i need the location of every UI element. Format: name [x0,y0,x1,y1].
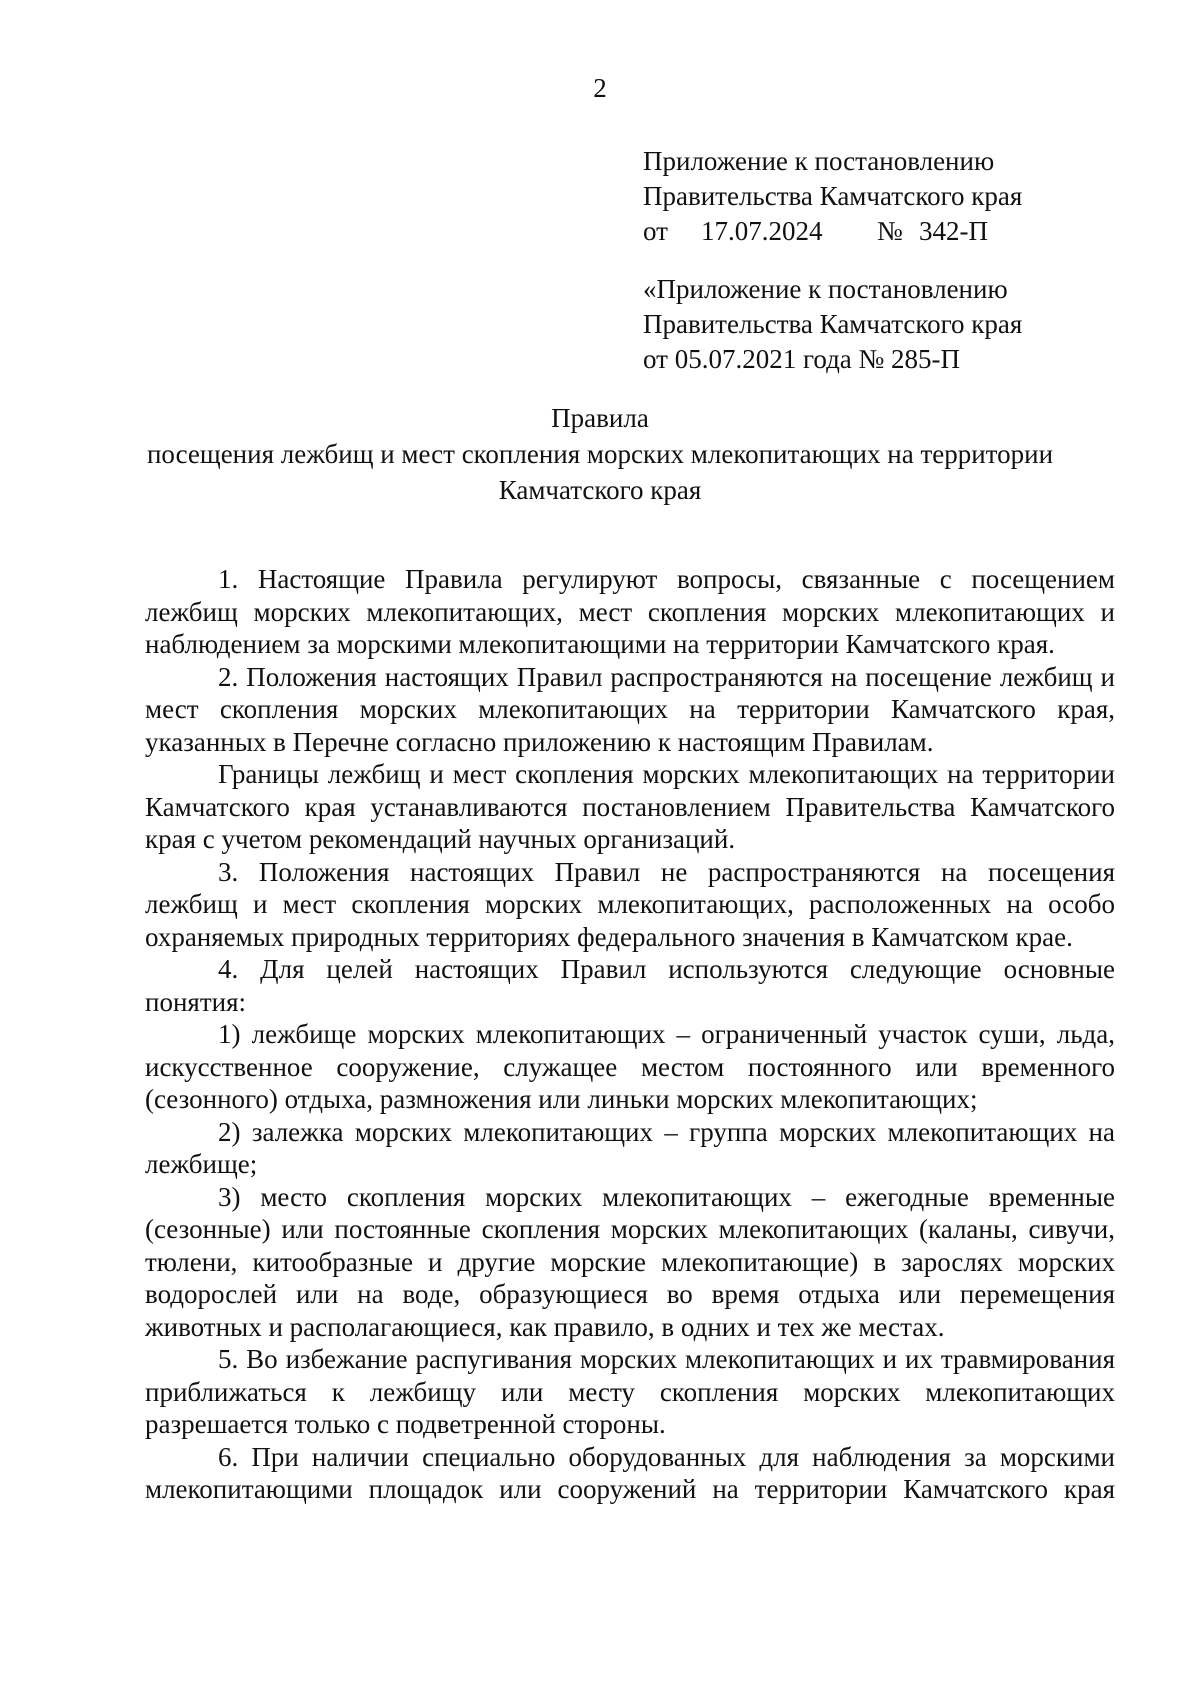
paragraph-3: 3. Положения настоящих Правил не распространяются на посещения лежбищ и мест скопления морских млекопитающих, расположенных на особо охраняемых природных территориях федерального значения в Камчатском крае. [145,856,1115,952]
document-body [145,563,1115,1506]
title-line-2: посещения лежбищ и мест скопления морских млекопитающих на территории [146,439,1054,469]
appendix-number-sign: № [877,216,903,246]
prior-appendix-line-2: Правительства Камчатского края [643,309,1023,339]
paragraph-5: 5. Во избежание распугивания морских млекопитающих и их травмирования приближаться к лежбищу или месту скопления морских млекопитающих разрешается только с подветренной стороны. [145,1344,1115,1439]
prior-appendix-line-1: «Приложение к постановлению [643,274,1008,304]
prior-appendix-header [643,272,1022,377]
title-line-1: Правила [551,403,649,433]
title-line-3: Камчатского края [498,475,702,505]
appendix-date-line [643,214,1022,249]
appendix-header [643,144,1022,249]
appendix-number: 342-П [919,216,988,246]
prior-appendix-line-3: от 05.07.2021 года № 285-П [643,344,961,374]
paragraph-6: 6. При наличии специально оборудованных для наблюдения за морскими млекопитающими площадок или сооружений на территории Камчатского края [145,1441,1115,1504]
appendix-line-1: Приложение к постановлению [643,146,995,176]
paragraph-1: 1. Настоящие Правила регулируют вопросы, связанные с посещением лежбищ морских млекопитающих, мест скопления морских млекопитающих и наблюдением за морскими млекопитающими на территории Камчатского края. [145,564,1115,659]
page-number: 2 [593,73,607,103]
definition-1: 1) лежбище морских млекопитающих – ограниченный участок суши, льда, искусственное сооружение, служащее местом постоянного или временного (сезонного) отдыха, размножения или линьки морских млекопитающих; [145,1019,1115,1114]
appendix-line-2: Правительства Камчатского края [643,181,1023,211]
paragraph-2: 2. Положения настоящих Правил распространяются на посещение лежбищ и мест скопления морских млекопитающих на территории Камчатского края, указанных в Перечне согласно приложению к настоящим Правилам. [145,661,1115,757]
paragraph-2-boundaries: Границы лежбищ и мест скопления морских млекопитающих на территории Камчатского края устанавливаются постановлением Правительства Камчатского края с учетом рекомендаций научных организаций. [145,759,1115,854]
definition-2: 2) залежка морских млекопитающих – группа морских млекопитающих на лежбище; [145,1116,1115,1179]
document-title [100,400,1100,508]
paragraph-4: 4. Для целей настоящих Правил используются следующие основные понятия: [145,954,1115,1017]
appendix-date-prefix: от [643,216,668,246]
definition-3: 3) место скопления морских млекопитающих – ежегодные временные (сезонные) или постоянные скопления морских млекопитающих (каланы, сивучи, тюлени, китообразные и другие морские млекопитающие) в зарослях морских водорослей или на воде, образующиеся во время отдыха или перемещения животных и располагающиеся, как правило, в одних и тех же местах. [145,1181,1115,1342]
appendix-date: 17.07.2024 [701,216,823,246]
